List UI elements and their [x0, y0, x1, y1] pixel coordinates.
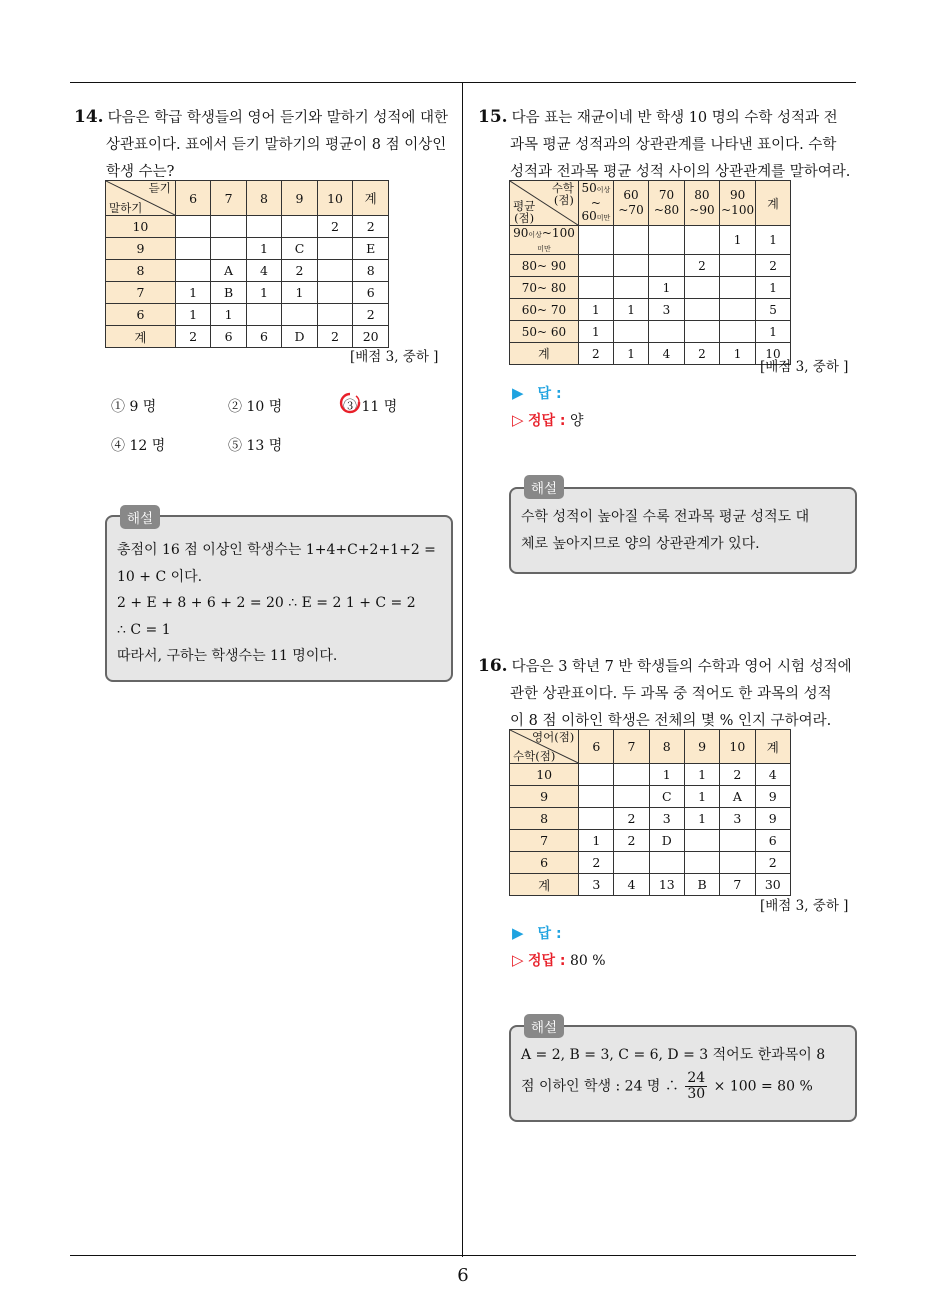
q14-choice-2[interactable]: ② 10 명	[228, 399, 283, 415]
table-cell: A	[211, 260, 246, 282]
table-cell: 5	[756, 299, 791, 321]
row-label-cell: 50~ 60	[510, 321, 579, 343]
row-label-cell: 6	[510, 852, 579, 874]
table-row	[510, 764, 791, 786]
table-cell	[282, 304, 317, 326]
table-header-cell: 계	[353, 181, 389, 216]
top-rule	[70, 82, 856, 83]
table-cell	[175, 216, 210, 238]
table-header-cell: 80 ~90	[684, 181, 719, 226]
table-cell	[578, 255, 613, 277]
q15-corner-top: 수학 (점)	[551, 181, 574, 207]
q16-correct-label: 정답 :	[528, 953, 566, 969]
table-cell: 2	[578, 343, 613, 365]
q14-choice-3[interactable]: ③ 11 명	[343, 399, 398, 415]
table-header-cell: 50이상 ~ 60미만	[578, 181, 613, 226]
outline-triangle-icon: ▷	[512, 951, 524, 969]
table-cell: 2	[614, 830, 649, 852]
table-header-cell: 10	[317, 181, 353, 216]
table-cell	[684, 299, 719, 321]
table-cell: 4	[614, 874, 649, 896]
q14-line3: 학생 수는?	[106, 164, 175, 180]
q14-question	[74, 104, 459, 186]
table-header-cell: 10	[720, 730, 755, 764]
q16-explanation-text	[521, 1042, 851, 1102]
table-cell	[613, 321, 648, 343]
table-cell: 2	[684, 255, 719, 277]
table-cell: 7	[720, 874, 755, 896]
row-label-cell: 계	[510, 874, 579, 896]
play-triangle-icon: ▶	[512, 384, 524, 402]
table-cell: C	[282, 238, 317, 260]
q14-table	[105, 180, 389, 348]
table-header-cell: 계	[756, 181, 791, 226]
table-row	[106, 260, 389, 282]
table-row	[510, 299, 791, 321]
row-label-cell: 6	[106, 304, 176, 326]
q16-corner-top: 영어(점)	[531, 730, 575, 744]
q16-fraction: $\frac{24}{30}$	[687, 1069, 706, 1102]
q16-table	[509, 729, 791, 896]
q15-question	[478, 104, 863, 186]
table-header-cell: 7	[614, 730, 649, 764]
table-cell: 1	[756, 321, 791, 343]
q14-explanation-label: 해설	[120, 505, 160, 529]
q15-line3: 성적과 전과목 평균 성적 사이의 상관관계를 말하여라.	[510, 164, 851, 180]
q15-explain-line: 수학 성적이 높아질 수록 전과목 평균 성적도 대	[521, 509, 810, 525]
table-row	[510, 277, 791, 299]
table-cell: 2	[317, 326, 353, 348]
row-label-cell: 7	[106, 282, 176, 304]
row-label-cell: 8	[106, 260, 176, 282]
table-header-cell: 70 ~80	[649, 181, 684, 226]
table-cell: 2	[720, 764, 755, 786]
table-cell	[613, 226, 648, 255]
column-divider	[462, 82, 463, 1257]
table-cell: 3	[649, 299, 684, 321]
q16-corner-cell	[510, 730, 579, 764]
q14-choice-4[interactable]: ④ 12 명	[111, 438, 166, 454]
q15-corner-cell	[510, 181, 579, 226]
table-cell	[614, 786, 649, 808]
table-cell: 2	[353, 216, 389, 238]
table-header-cell: 7	[211, 181, 246, 216]
table-cell	[720, 830, 755, 852]
play-triangle-icon: ▶	[512, 924, 524, 942]
table-header-cell: 계	[755, 730, 790, 764]
table-cell: 1	[211, 304, 246, 326]
table-row	[106, 216, 389, 238]
table-row	[510, 852, 791, 874]
table-cell: 1	[756, 277, 791, 299]
q15-explanation-text	[521, 504, 851, 557]
table-cell	[613, 277, 648, 299]
table-cell: B	[211, 282, 246, 304]
table-cell	[720, 299, 756, 321]
table-cell: 6	[211, 326, 246, 348]
table-cell: 1	[578, 321, 613, 343]
page-number: 6	[457, 1265, 469, 1286]
table-cell: 4	[649, 343, 684, 365]
q16-number: 16.	[478, 656, 508, 676]
table-cell: 2	[755, 852, 790, 874]
table-cell: 3	[720, 808, 755, 830]
q16-line2: 관한 상관표이다. 두 과목 중 적어도 한 과목의 성적	[510, 686, 832, 702]
table-row	[106, 326, 389, 348]
table-cell	[317, 282, 353, 304]
q15-correct-row	[512, 410, 584, 430]
table-cell: 10	[756, 343, 791, 365]
table-cell: 1	[720, 226, 756, 255]
table-cell	[684, 830, 719, 852]
table-cell: 1	[720, 343, 756, 365]
table-row	[510, 874, 791, 896]
table-cell: 9	[755, 808, 790, 830]
table-cell	[246, 216, 281, 238]
row-label-cell: 10	[510, 764, 579, 786]
table-cell	[246, 304, 281, 326]
table-row	[510, 808, 791, 830]
outline-triangle-icon: ▷	[512, 411, 524, 429]
table-cell	[684, 226, 719, 255]
table-header-cell: 9	[282, 181, 317, 216]
table-cell	[649, 255, 684, 277]
row-label-cell: 계	[510, 343, 579, 365]
table-cell: 1	[578, 299, 613, 321]
table-cell: 1	[649, 764, 684, 786]
bottom-rule	[70, 1255, 856, 1256]
table-header-cell: 6	[579, 730, 614, 764]
table-cell	[649, 852, 684, 874]
q14-corner-cell	[106, 181, 176, 216]
q15-answer-label: 답 :	[537, 386, 562, 402]
table-cell: 2	[579, 852, 614, 874]
q14-explain-line: 따라서, 구하는 학생수는 11 명이다.	[117, 648, 338, 664]
q15-explanation-label: 해설	[524, 475, 564, 499]
table-cell: D	[649, 830, 684, 852]
table-row	[106, 238, 389, 260]
row-label-cell: 70~ 80	[510, 277, 579, 299]
q14-line1: 다음은 학급 학생들의 영어 듣기와 말하기 성적에 대한	[107, 110, 448, 126]
row-label-cell: 90이상~100미만	[510, 226, 579, 255]
q15-table	[509, 180, 791, 365]
table-cell: C	[649, 786, 684, 808]
table-cell: 3	[579, 874, 614, 896]
table-cell	[175, 238, 210, 260]
row-label-cell: 계	[106, 326, 176, 348]
q15-correct-value: 양	[569, 413, 584, 429]
q14-explanation-text	[117, 537, 447, 670]
table-cell: 1	[649, 277, 684, 299]
table-header-cell: 6	[175, 181, 210, 216]
table-cell	[614, 852, 649, 874]
table-cell	[649, 226, 684, 255]
table-cell: 1	[684, 808, 719, 830]
table-row	[106, 304, 389, 326]
table-header-cell: 60 ~70	[613, 181, 648, 226]
q14-line2: 상관표이다. 표에서 듣기 말하기의 평균이 8 점 이상인	[106, 137, 447, 153]
table-cell: 8	[353, 260, 389, 282]
q16-line3: 이 8 점 이하인 학생은 전체의 몇 % 인지 구하여라.	[510, 713, 832, 729]
q16-grade: [배점 3, 중하 ]	[760, 898, 849, 914]
q15-correct-label: 정답 :	[528, 413, 566, 429]
q16-corner-bottom: 수학(점)	[513, 749, 556, 763]
table-cell	[720, 255, 756, 277]
table-cell: 2	[282, 260, 317, 282]
q16-answer-row	[512, 923, 562, 943]
table-cell	[720, 277, 756, 299]
q14-number: 14.	[74, 107, 104, 127]
table-cell: 1	[175, 304, 210, 326]
q16-explain-line2	[521, 1071, 851, 1102]
table-cell: 1	[282, 282, 317, 304]
row-label-cell: 10	[106, 216, 176, 238]
table-cell: E	[353, 238, 389, 260]
table-cell: 9	[755, 786, 790, 808]
table-cell	[317, 260, 353, 282]
table-row	[106, 282, 389, 304]
q15-line2: 과목 평균 성적과의 상관관계를 나타낸 표이다. 수학	[510, 137, 837, 153]
table-cell: 1	[613, 343, 648, 365]
row-label-cell: 9	[510, 786, 579, 808]
table-row	[510, 255, 791, 277]
table-cell	[175, 260, 210, 282]
table-cell	[317, 304, 353, 326]
q14-explain-line: ∴ C = 1	[117, 621, 171, 638]
q16-line1: 다음은 3 학년 7 반 학생들의 수학과 영어 시험 성적에	[511, 659, 852, 675]
table-cell: 30	[755, 874, 790, 896]
table-cell	[211, 238, 246, 260]
table-cell	[684, 321, 719, 343]
table-cell	[317, 238, 353, 260]
q16-explanation-label: 해설	[524, 1014, 564, 1038]
table-cell	[579, 808, 614, 830]
q15-answer-row	[512, 383, 562, 403]
row-label-cell: 8	[510, 808, 579, 830]
q14-explain-line: 2 + E + 8 + 6 + 2 = 20 ∴ E = 2 1 + C = 2	[117, 595, 416, 611]
q14-explain-line: 총점이 16 점 이상인 학생수는 1+4+C+2+1+2 =	[117, 542, 436, 558]
table-cell: 2	[684, 343, 719, 365]
row-label-cell: 60~ 70	[510, 299, 579, 321]
q15-number: 15.	[478, 107, 508, 127]
table-cell: 1	[684, 786, 719, 808]
q15-grade: [배점 3, 중하 ]	[760, 359, 849, 375]
table-header-cell: 8	[246, 181, 281, 216]
table-cell: 1	[579, 830, 614, 852]
q16-question	[478, 653, 863, 735]
table-cell: B	[684, 874, 719, 896]
table-cell	[614, 764, 649, 786]
table-row	[510, 343, 791, 365]
table-cell	[579, 764, 614, 786]
table-row	[510, 321, 791, 343]
q14-choice-1[interactable]: ① 9 명	[111, 399, 157, 415]
q16-explain-post: × 100 = 80 %	[713, 1078, 813, 1094]
table-cell: 20	[353, 326, 389, 348]
table-cell: 2	[353, 304, 389, 326]
table-cell: 1	[246, 238, 281, 260]
table-cell: 13	[649, 874, 684, 896]
q16-explain-line1: A = 2, B = 3, C = 6, D = 3 적어도 한과목이 8	[521, 1047, 826, 1063]
table-cell	[684, 277, 719, 299]
table-cell: 6	[755, 830, 790, 852]
q14-corner-bottom: 말하기	[109, 201, 143, 215]
table-header-cell: 9	[684, 730, 719, 764]
q16-answer-label: 답 :	[537, 926, 562, 942]
row-label-cell: 7	[510, 830, 579, 852]
table-cell	[720, 852, 755, 874]
table-header-cell: 8	[649, 730, 684, 764]
table-row	[510, 830, 791, 852]
table-row	[510, 226, 791, 255]
table-cell	[720, 321, 756, 343]
q14-corner-top: 듣기	[148, 181, 171, 195]
table-cell: 2	[317, 216, 353, 238]
table-cell	[282, 216, 317, 238]
q15-line1: 다음 표는 재균이네 반 학생 10 명의 수학 성적과 전	[511, 110, 838, 126]
table-cell: 6	[353, 282, 389, 304]
table-header-cell: 90 ~100	[720, 181, 756, 226]
table-cell	[613, 255, 648, 277]
table-cell: A	[720, 786, 755, 808]
table-cell	[578, 277, 613, 299]
q16-correct-row	[512, 950, 606, 970]
q14-explain-line: 10 + C 이다.	[117, 568, 203, 585]
table-cell: 2	[756, 255, 791, 277]
table-cell	[649, 321, 684, 343]
table-row	[510, 786, 791, 808]
q16-correct-value: 80 %	[569, 953, 606, 969]
row-label-cell: 80~ 90	[510, 255, 579, 277]
q14-choice-5[interactable]: ⑤ 13 명	[228, 438, 283, 454]
table-cell: 4	[246, 260, 281, 282]
table-cell: 3	[649, 808, 684, 830]
q15-explain-line: 체로 높아지므로 양의 상관관계가 있다.	[521, 535, 760, 552]
table-cell: 1	[613, 299, 648, 321]
q14-grade: [배점 3, 중하 ]	[350, 349, 439, 365]
table-cell: 1	[684, 764, 719, 786]
table-cell	[579, 786, 614, 808]
table-cell: D	[282, 326, 317, 348]
q16-explain-pre: 점 이하인 학생 : 24 명 ∴	[521, 1078, 679, 1094]
selected-answer-circle-icon	[339, 392, 361, 414]
table-cell: 1	[246, 282, 281, 304]
table-cell: 1	[175, 282, 210, 304]
table-cell: 6	[246, 326, 281, 348]
q15-corner-bottom: 평균 (점)	[513, 199, 536, 225]
row-label-cell: 9	[106, 238, 176, 260]
table-cell: 2	[614, 808, 649, 830]
table-cell	[578, 226, 613, 255]
table-cell: 1	[756, 226, 791, 255]
table-cell: 2	[175, 326, 210, 348]
table-cell: 4	[755, 764, 790, 786]
table-cell	[211, 216, 246, 238]
table-cell	[684, 852, 719, 874]
